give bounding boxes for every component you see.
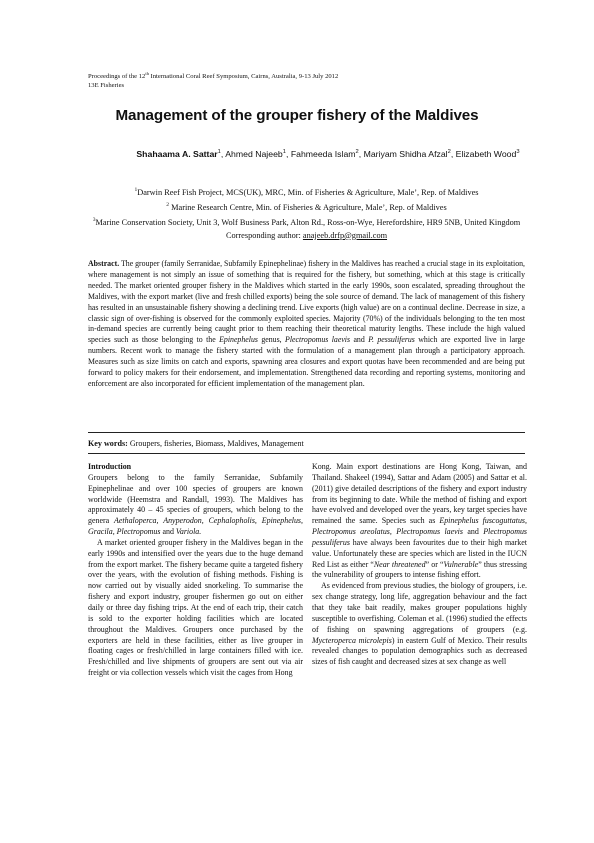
paragraph: A market oriented grouper fishery in the Maldives began in the early 1990s and intensified over the years due to the huge demand from the export market. The fishery became quite a targeted fishery over the years, with the evolution of fishing methods. Fishing is now carried out by visually aided snorkeling. To summarise the fishery and export industry, grouper fishermen go out on either daily or three day fishing trips. At the end of each trip, their catch is sold to the exporter holding facilities which are located throughout the Maldives. Groupers once purchased by the exporters are held in these facilities, either as live grouper in floating cages or fresh/chilled in large containers filled with ice. Fresh/chilled and live shipments of groupers are sent out via air freight or via collection vessels which visit the cages from Hong: [88, 537, 303, 678]
genus-name: Variola.: [175, 527, 202, 537]
author-list: [100, 146, 556, 160]
abstract: [88, 259, 525, 390]
affiliation-text: Darwin Reef Fish Project, MCS(UK), MRC, Min. of Fisheries & Agriculture, Male’, Rep. of Maldives: [137, 187, 479, 197]
affiliation-sup: 1: [134, 187, 138, 193]
species-name: Plectropomus pessuliferus: [312, 527, 527, 547]
running-head-sup: th: [145, 71, 149, 76]
affiliations: [88, 184, 525, 242]
divider-bottom: [88, 453, 525, 454]
keywords-label: Key words:: [88, 439, 128, 448]
paragraph-text: Groupers belong to the family Serranidae, Subfamily Epinephelinae and over 100 species of groupers are known worldwide (Heemstra and Randall, 1993). The Maldives has approximately 40 – 45 species of groupers, which belong to the genera: [88, 472, 303, 526]
paper-title: Management of the grouper fishery of the Maldives: [115, 107, 479, 124]
abstract-italic: P. pessuliferus: [368, 335, 415, 345]
affiliation-text: Marine Conservation Society, Unit 3, Wolf Business Park, Alton Rd., Ross-on-Wye, Herefordshire, HR9 5NB, United Kingdom: [95, 218, 521, 228]
author-name: Ahmed Najeeb: [225, 148, 283, 159]
paragraph-text: have always been favourites due to their high market value. Unfortunately these are species which are listed in the IUCN Red List as either “: [312, 537, 527, 569]
author-name: Fahmeeda Islam: [290, 148, 356, 159]
author-name: Mariyam Shidha Afzal: [363, 148, 448, 159]
author-sup: 1: [217, 149, 221, 155]
author-sep: ,: [220, 148, 226, 159]
genus-list: Aethaloperca, Anyperodon, Cephalopholis, Epinephelus, Gracila, Plectropomus: [88, 516, 303, 537]
iucn-category: Near threatened: [373, 559, 426, 569]
iucn-category: Vulnerable: [443, 559, 479, 569]
paragraph-text: Kong. Main export destinations are Hong Kong, Taiwan, and Thailand. Shakeel (1994), Sattar and Adam (2005) and Sattar et al. (2011) give detailed descriptions of the fishery and export industry from its beginning to date. While the method of fishing and export have evolved and developed over the years, key target species have remained the same. Species such as: [312, 462, 527, 526]
column-right: [312, 462, 527, 668]
author-sep: ,: [358, 148, 364, 159]
running-head: [88, 70, 338, 90]
paragraph: [312, 462, 527, 581]
section-heading: Introduction: [88, 462, 132, 471]
affiliation: [88, 199, 525, 214]
running-head-section: 13E Fisheries: [88, 81, 125, 89]
running-head-line-1: [88, 70, 338, 82]
author-sep: ,: [285, 148, 291, 159]
abstract-italic: Plectropomus laevis: [285, 335, 351, 345]
author-sep: ,: [450, 148, 456, 159]
paragraph-text: ” thus stressing the vulnerability of groupers to intense fishing effort.: [312, 559, 527, 580]
paragraph-text: ” or “: [425, 559, 444, 569]
species-name: Mycteroperca microlepis: [312, 635, 392, 645]
paragraph-text: As evidenced from previous studies, the biology of groupers, i.e. sex change strategy, long life, aggregation behaviour and the fact that they take bait readily, makes grouper populations highly susceptible to overfishing. Coleman et al. (1996) studied the effects of fishing on spawning aggregations of groupers (e.g.: [312, 581, 527, 634]
abstract-text: genus,: [257, 335, 286, 345]
keywords: [88, 438, 525, 449]
keywords-text: Groupers, fisheries, Biomass, Maldives, Management: [127, 439, 304, 448]
abstract-italic: Epinephelus: [219, 335, 258, 345]
paragraph-text: and: [462, 527, 484, 537]
divider-top: [88, 432, 525, 433]
abstract-text: which are exported live in large numbers. Recent work to manage the fishery started with the formulation of a management plan through a participatory approach. Measures such as size limits on catch and exports, spawning area closures and export quotas have been recommended and are being put forward to policy makers for their endorsement, and implementation. Strengthened data recording and reporting systems, monitoring and enforcement are also incorporated for efficient implementation of the management plan.: [88, 335, 525, 388]
affiliation-sup: 3: [92, 217, 96, 224]
affiliation: [88, 184, 525, 199]
affiliation: [88, 214, 525, 229]
paragraph-text: and: [160, 527, 176, 537]
affiliation-sup: 2: [166, 202, 170, 209]
author-sup: 2: [447, 149, 451, 155]
corresponding-email-link[interactable]: anajeeb.drfp@gmail.com: [302, 230, 388, 240]
species-names: Epinephelus fuscoguttatus, Plectropomus areolatus, Plectropomus laevis: [312, 516, 527, 537]
abstract-label: Abstract.: [88, 259, 120, 268]
corresponding-label: Corresponding author:: [225, 230, 303, 240]
author-sup: 1: [282, 149, 286, 155]
author-name: Elizabeth Wood: [455, 148, 517, 159]
author-sup: 2: [355, 149, 359, 155]
running-head-prefix: Proceedings of the 12: [88, 73, 146, 81]
paragraph: [88, 473, 303, 538]
running-head-suffix: International Coral Reef Symposium, Cairns, Australia, 9-13 July 2012: [148, 73, 339, 81]
column-left: [88, 462, 303, 679]
paragraph-text: ) in eastern Gulf of Mexico. Their results revealed changes to population demographics such as decreased sizes of fish caught and decreased sizes at sex change as well: [312, 635, 527, 667]
corresponding-author: [88, 230, 525, 242]
author-sup: 3: [516, 149, 520, 155]
affiliation-text: Marine Research Centre, Min. of Fisheries & Agriculture, Male’, Rep. of Maldives: [169, 202, 447, 212]
abstract-text: The grouper (family Serranidae, Subfamily Epinephelinae) fishery in the Maldives has reached a crucial stage in its exploitation, where management is not simply an issue of something that is required for the fishery, but something, which at this stage is critically needed. The market oriented grouper fishery in the Maldives which started in the early 1990s, soon escalated, spreading throughout the Maldives, with the export market (live and fresh chilled exports) being the sole source of demand. The lack of management of this fishery has resulted in an unsustainable fishery showing a declining trend. Live exports (high value) are on a continual decline. Decrease in size, a classic sign of over-fishing is observed for the commonly exploited species. Majority (70%) of the individuals belonging to the ten most in-demand species are currently being caught prior to them reaching their theoretical maturity lengths. These include the high valued species such as those belonging to the: [88, 259, 526, 345]
author-name: Shahaama A. Sattar: [136, 148, 218, 159]
abstract-text: and: [350, 335, 369, 345]
paragraph: [312, 581, 527, 668]
